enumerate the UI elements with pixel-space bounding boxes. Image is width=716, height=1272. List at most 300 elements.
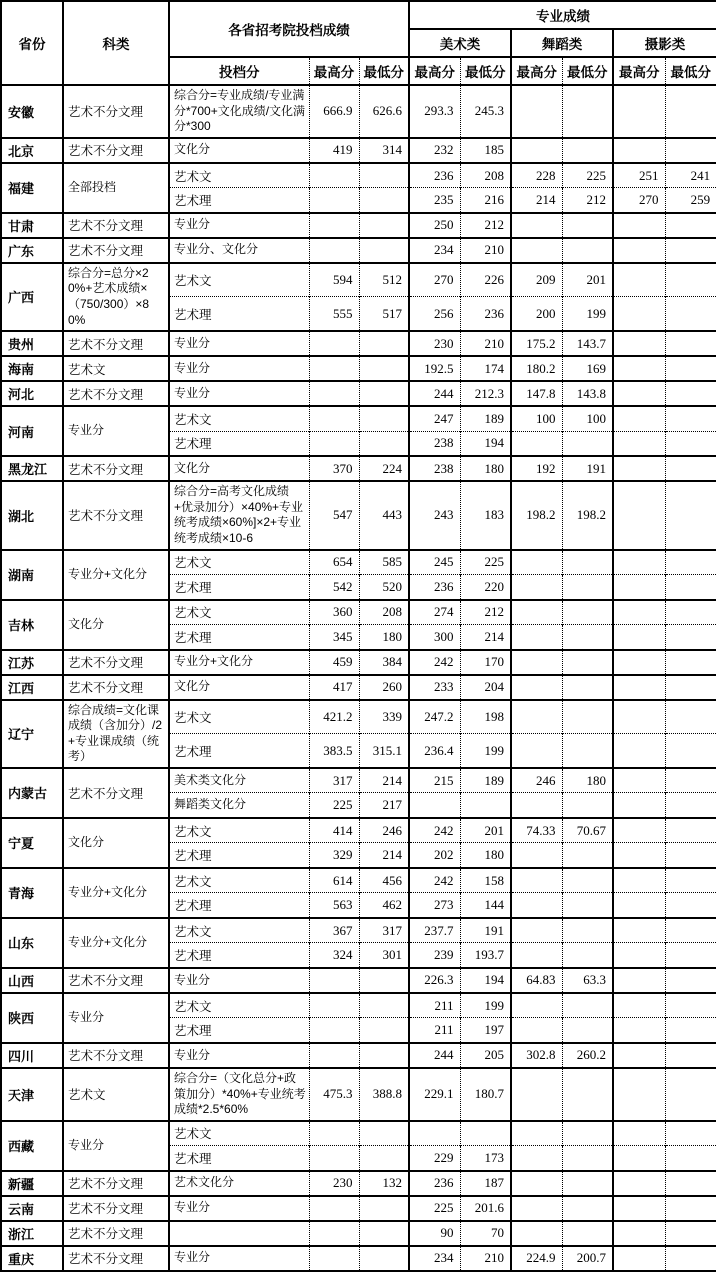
score-cell: 245.3 (460, 85, 511, 138)
score-cell: 200 (511, 297, 562, 331)
province-cell: 山西 (1, 968, 63, 993)
score-cell (613, 625, 665, 650)
score-cell (511, 868, 562, 893)
score-cell (562, 238, 613, 263)
score-cell: 189 (460, 406, 511, 431)
score-cell (665, 1221, 716, 1246)
score-cell: 421.2 (309, 700, 359, 734)
score-cell (511, 734, 562, 768)
header-dance-min: 最低分 (562, 57, 613, 85)
score-cell (309, 1196, 359, 1221)
score-cell (562, 1068, 613, 1121)
score-cell: 225 (562, 163, 613, 188)
method-cell: 专业分 (169, 1196, 309, 1221)
method-cell: 专业分 (169, 968, 309, 993)
score-cell: 225 (309, 793, 359, 818)
method-cell (169, 1221, 309, 1246)
score-cell (562, 1221, 613, 1246)
table-row (1, 550, 716, 575)
table-row (1, 675, 716, 700)
header-toudang-group: 各省招考院投档成绩 (169, 1, 409, 57)
province-cell: 安徽 (1, 85, 63, 138)
score-cell (511, 1171, 562, 1196)
table-row (1, 1043, 716, 1068)
table-row (1, 238, 716, 263)
score-cell: 300 (409, 625, 460, 650)
score-cell: 194 (460, 431, 511, 456)
category-cell: 艺术理 (169, 1146, 309, 1171)
table-row (1, 918, 716, 943)
table-row (1, 868, 716, 893)
score-cell: 237.7 (409, 918, 460, 943)
score-cell: 443 (359, 481, 409, 549)
score-cell (665, 381, 716, 406)
score-cell: 189 (460, 768, 511, 793)
score-cell (613, 843, 665, 868)
score-cell (665, 793, 716, 818)
score-cell: 512 (359, 263, 409, 297)
table-row (1, 818, 716, 843)
score-cell: 585 (359, 550, 409, 575)
score-cell: 243 (409, 481, 460, 549)
score-cell: 191 (460, 918, 511, 943)
score-cell: 180 (562, 768, 613, 793)
score-cell: 212 (460, 600, 511, 625)
score-cell (562, 138, 613, 163)
method-cell: 专业分 (169, 356, 309, 381)
score-cell: 211 (409, 1018, 460, 1043)
score-cell (562, 1196, 613, 1221)
score-cell (613, 213, 665, 238)
table-row (1, 406, 716, 431)
score-cell (665, 818, 716, 843)
score-cell (665, 1196, 716, 1221)
score-cell: 70.67 (562, 818, 613, 843)
table-row (1, 481, 716, 549)
score-cell (665, 768, 716, 793)
score-cell (562, 625, 613, 650)
score-cell (562, 431, 613, 456)
score-cell (359, 163, 409, 188)
score-cell (562, 868, 613, 893)
score-cell (359, 1018, 409, 1043)
category-cell: 艺术理 (169, 1018, 309, 1043)
score-cell (562, 675, 613, 700)
score-cell (665, 1146, 716, 1171)
method-cell: 专业分 (63, 1121, 169, 1171)
score-cell (511, 600, 562, 625)
score-cell: 563 (309, 893, 359, 918)
score-cell: 212.3 (460, 381, 511, 406)
score-cell: 70 (460, 1221, 511, 1246)
score-cell (613, 381, 665, 406)
table-row (1, 163, 716, 188)
category-cell: 艺术理 (169, 297, 309, 331)
score-cell: 199 (460, 734, 511, 768)
score-cell: 169 (562, 356, 613, 381)
score-cell: 204 (460, 675, 511, 700)
score-cell: 183 (460, 481, 511, 549)
score-cell (613, 550, 665, 575)
province-cell: 青海 (1, 868, 63, 918)
method-cell: 综合分=高考文化成绩+优录加分）×40%+专业统考成绩×60%]×2+专业统考成绩×10-6 (169, 481, 309, 549)
score-cell: 520 (359, 575, 409, 600)
province-cell: 江西 (1, 675, 63, 700)
score-cell (665, 297, 716, 331)
score-cell (359, 993, 409, 1018)
score-cell: 239 (409, 943, 460, 968)
score-cell: 174 (460, 356, 511, 381)
table-row (1, 1221, 716, 1246)
score-cell (613, 481, 665, 549)
category-cell: 艺术不分文理 (63, 1221, 169, 1246)
score-cell: 90 (409, 1221, 460, 1246)
score-cell (511, 918, 562, 943)
score-cell (511, 1068, 562, 1121)
score-cell: 555 (309, 297, 359, 331)
header-art-min: 最低分 (460, 57, 511, 85)
province-cell: 广东 (1, 238, 63, 263)
header-toudang-max: 最高分 (309, 57, 359, 85)
score-cell (511, 993, 562, 1018)
score-cell: 236 (409, 575, 460, 600)
score-cell: 614 (309, 868, 359, 893)
method-cell: 综合分=总分×20%+艺术成绩×（750/300）×80% (63, 263, 169, 331)
score-cell: 185 (460, 138, 511, 163)
score-cell (562, 650, 613, 675)
score-cell (613, 793, 665, 818)
score-cell (511, 793, 562, 818)
header-art-max: 最高分 (409, 57, 460, 85)
province-cell: 辽宁 (1, 700, 63, 768)
score-cell (309, 1246, 359, 1271)
category-cell: 艺术理 (169, 943, 309, 968)
province-cell: 湖南 (1, 550, 63, 600)
score-cell (511, 1196, 562, 1221)
score-cell: 459 (309, 650, 359, 675)
score-cell (613, 575, 665, 600)
score-cell: 246 (359, 818, 409, 843)
header-photo-max: 最高分 (613, 57, 665, 85)
score-cell: 225 (460, 550, 511, 575)
score-cell: 626.6 (359, 85, 409, 138)
method-cell: 专业分 (169, 213, 309, 238)
score-cell (665, 600, 716, 625)
score-cell (665, 675, 716, 700)
score-cell: 388.8 (359, 1068, 409, 1121)
score-cell (613, 968, 665, 993)
score-cell (562, 85, 613, 138)
score-cell (309, 163, 359, 188)
score-cell (613, 600, 665, 625)
table-row (1, 1171, 716, 1196)
score-cell: 180.7 (460, 1068, 511, 1121)
category-cell: 艺术理 (169, 843, 309, 868)
score-cell (562, 1146, 613, 1171)
score-cell (359, 188, 409, 213)
table-row (1, 263, 716, 297)
score-cell (511, 700, 562, 734)
province-cell: 福建 (1, 163, 63, 213)
score-cell: 260 (359, 675, 409, 700)
score-cell: 100 (511, 406, 562, 431)
header-major-group: 专业成绩 (409, 1, 716, 29)
score-cell: 345 (309, 625, 359, 650)
score-cell (359, 968, 409, 993)
table-row (1, 650, 716, 675)
table-row (1, 1121, 716, 1146)
score-cell: 211 (409, 993, 460, 1018)
score-cell (359, 1146, 409, 1171)
category-cell: 艺术文 (169, 700, 309, 734)
method-cell: 专业分+文化分 (63, 918, 169, 968)
score-cell (613, 263, 665, 297)
score-cell: 228 (511, 163, 562, 188)
province-cell: 浙江 (1, 1221, 63, 1246)
score-cell: 236.4 (409, 734, 460, 768)
score-cell (309, 968, 359, 993)
table-row (1, 213, 716, 238)
header-photography-class: 摄影类 (613, 29, 716, 57)
province-cell: 内蒙古 (1, 768, 63, 818)
table-row (1, 85, 716, 138)
score-cell: 180.2 (511, 356, 562, 381)
method-cell: 综合分=专业成绩/专业满分*700+文化成绩/文化满分*300 (169, 85, 309, 138)
score-cell (665, 968, 716, 993)
score-cell: 542 (309, 575, 359, 600)
category-cell: 艺术不分文理 (63, 381, 169, 406)
score-cell: 414 (309, 818, 359, 843)
method-cell: 美术类文化分 (169, 768, 309, 793)
score-cell: 202 (409, 843, 460, 868)
score-cell (511, 213, 562, 238)
score-cell (359, 1196, 409, 1221)
province-cell: 重庆 (1, 1246, 63, 1271)
score-cell (665, 1018, 716, 1043)
score-cell (359, 381, 409, 406)
header-photo-min: 最低分 (665, 57, 716, 85)
province-cell: 宁夏 (1, 818, 63, 868)
score-cell: 654 (309, 550, 359, 575)
score-cell (511, 893, 562, 918)
score-cell: 224 (359, 456, 409, 481)
score-cell (409, 1121, 460, 1146)
header-art-class: 美术类 (409, 29, 511, 57)
score-cell (665, 943, 716, 968)
score-cell: 383.5 (309, 734, 359, 768)
score-cell (613, 868, 665, 893)
score-cell: 143.8 (562, 381, 613, 406)
score-cell (359, 213, 409, 238)
score-cell (613, 238, 665, 263)
province-cell: 河北 (1, 381, 63, 406)
score-cell (613, 138, 665, 163)
province-cell: 陕西 (1, 993, 63, 1043)
category-cell: 艺术不分文理 (63, 675, 169, 700)
score-cell (665, 918, 716, 943)
category-cell: 艺术不分文理 (63, 456, 169, 481)
score-cell (359, 238, 409, 263)
score-cell: 210 (460, 1246, 511, 1271)
method-cell: 文化分 (169, 675, 309, 700)
header-province: 省份 (1, 1, 63, 85)
score-cell (613, 456, 665, 481)
province-cell: 贵州 (1, 331, 63, 356)
score-cell (665, 550, 716, 575)
score-cell (613, 768, 665, 793)
score-cell: 192.5 (409, 356, 460, 381)
method-cell: 专业分+文化分 (63, 550, 169, 600)
score-cell: 236 (460, 297, 511, 331)
score-cell: 208 (359, 600, 409, 625)
category-cell: 艺术文 (169, 406, 309, 431)
table-row (1, 1246, 716, 1271)
province-cell: 云南 (1, 1196, 63, 1221)
province-cell: 北京 (1, 138, 63, 163)
score-cell: 236 (409, 1171, 460, 1196)
score-cell: 158 (460, 868, 511, 893)
score-cell: 224.9 (511, 1246, 562, 1271)
score-cell (613, 1146, 665, 1171)
score-cell (562, 1171, 613, 1196)
score-cell (359, 406, 409, 431)
table-header (1, 1, 716, 85)
score-cell: 201.6 (460, 1196, 511, 1221)
score-cell (665, 263, 716, 297)
score-cell (359, 356, 409, 381)
method-cell: 专业分+文化分 (169, 650, 309, 675)
score-cell (665, 625, 716, 650)
score-cell (613, 1171, 665, 1196)
score-cell: 201 (460, 818, 511, 843)
method-cell: 文化分 (169, 138, 309, 163)
table-row (1, 768, 716, 793)
score-cell (562, 918, 613, 943)
score-cell (665, 734, 716, 768)
score-cell (665, 331, 716, 356)
category-cell: 艺术不分文理 (63, 1246, 169, 1271)
score-cell: 251 (613, 163, 665, 188)
score-cell: 517 (359, 297, 409, 331)
score-cell: 199 (562, 297, 613, 331)
category-cell: 艺术文 (169, 818, 309, 843)
score-cell (359, 431, 409, 456)
score-cell (359, 1246, 409, 1271)
score-cell: 273 (409, 893, 460, 918)
score-cell: 63.3 (562, 968, 613, 993)
score-cell: 197 (460, 1018, 511, 1043)
category-cell: 艺术不分文理 (63, 238, 169, 263)
score-cell: 247 (409, 406, 460, 431)
score-cell (511, 550, 562, 575)
score-cell (511, 85, 562, 138)
score-cell (309, 331, 359, 356)
score-cell (613, 818, 665, 843)
score-cell (359, 331, 409, 356)
score-cell: 214 (511, 188, 562, 213)
method-cell: 专业分 (63, 993, 169, 1043)
score-cell: 232 (409, 138, 460, 163)
score-cell: 367 (309, 918, 359, 943)
score-cell (511, 238, 562, 263)
score-cell (511, 625, 562, 650)
score-cell (665, 1121, 716, 1146)
table-body (1, 85, 716, 1271)
score-cell: 132 (359, 1171, 409, 1196)
score-cell (665, 481, 716, 549)
category-cell: 艺术文 (169, 993, 309, 1018)
score-cell (359, 1221, 409, 1246)
score-cell: 324 (309, 943, 359, 968)
score-cell: 229 (409, 1146, 460, 1171)
score-cell: 241 (665, 163, 716, 188)
method-cell: 专业分+文化分 (63, 868, 169, 918)
score-cell: 329 (309, 843, 359, 868)
category-cell: 艺术文 (63, 1068, 169, 1121)
score-cell: 180 (460, 843, 511, 868)
province-cell: 山东 (1, 918, 63, 968)
score-cell: 210 (460, 238, 511, 263)
score-cell: 205 (460, 1043, 511, 1068)
category-cell: 艺术文 (169, 918, 309, 943)
score-cell: 173 (460, 1146, 511, 1171)
score-cell (309, 356, 359, 381)
score-cell (562, 943, 613, 968)
score-cell: 175.2 (511, 331, 562, 356)
table-row (1, 600, 716, 625)
category-cell: 艺术理 (169, 575, 309, 600)
category-cell: 艺术文 (169, 163, 309, 188)
score-cell: 317 (359, 918, 409, 943)
score-cell: 250 (409, 213, 460, 238)
score-cell: 215 (409, 768, 460, 793)
score-cell: 230 (309, 1171, 359, 1196)
score-cell: 220 (460, 575, 511, 600)
score-cell: 210 (460, 331, 511, 356)
score-cell (309, 213, 359, 238)
score-cell (511, 1018, 562, 1043)
score-cell (309, 993, 359, 1018)
score-cell: 245 (409, 550, 460, 575)
score-cell (562, 843, 613, 868)
category-cell: 艺术不分文理 (63, 138, 169, 163)
score-cell: 246 (511, 768, 562, 793)
score-cell (613, 650, 665, 675)
method-cell: 专业分 (169, 1043, 309, 1068)
score-cell: 315.1 (359, 734, 409, 768)
category-cell: 艺术不分文理 (63, 331, 169, 356)
method-cell: 综合成绩=文化课成绩（含加分）/2+专业课成绩（统考） (63, 700, 169, 768)
score-cell (309, 1221, 359, 1246)
method-cell: 综合分=（文化总分+政策加分）*40%+专业统考成绩*2.5*60% (169, 1068, 309, 1121)
score-cell (309, 188, 359, 213)
score-cell (613, 1043, 665, 1068)
method-cell: 文化分 (169, 456, 309, 481)
score-cell: 180 (460, 456, 511, 481)
table-row (1, 138, 716, 163)
score-cell (613, 1068, 665, 1121)
score-cell: 214 (359, 768, 409, 793)
method-cell: 全部投档 (63, 163, 169, 213)
score-cell (665, 650, 716, 675)
score-cell: 666.9 (309, 85, 359, 138)
province-cell: 吉林 (1, 600, 63, 650)
score-cell: 234 (409, 1246, 460, 1271)
category-cell: 艺术理 (169, 625, 309, 650)
table-row (1, 356, 716, 381)
category-cell: 艺术文 (169, 868, 309, 893)
method-cell: 专业分 (169, 381, 309, 406)
